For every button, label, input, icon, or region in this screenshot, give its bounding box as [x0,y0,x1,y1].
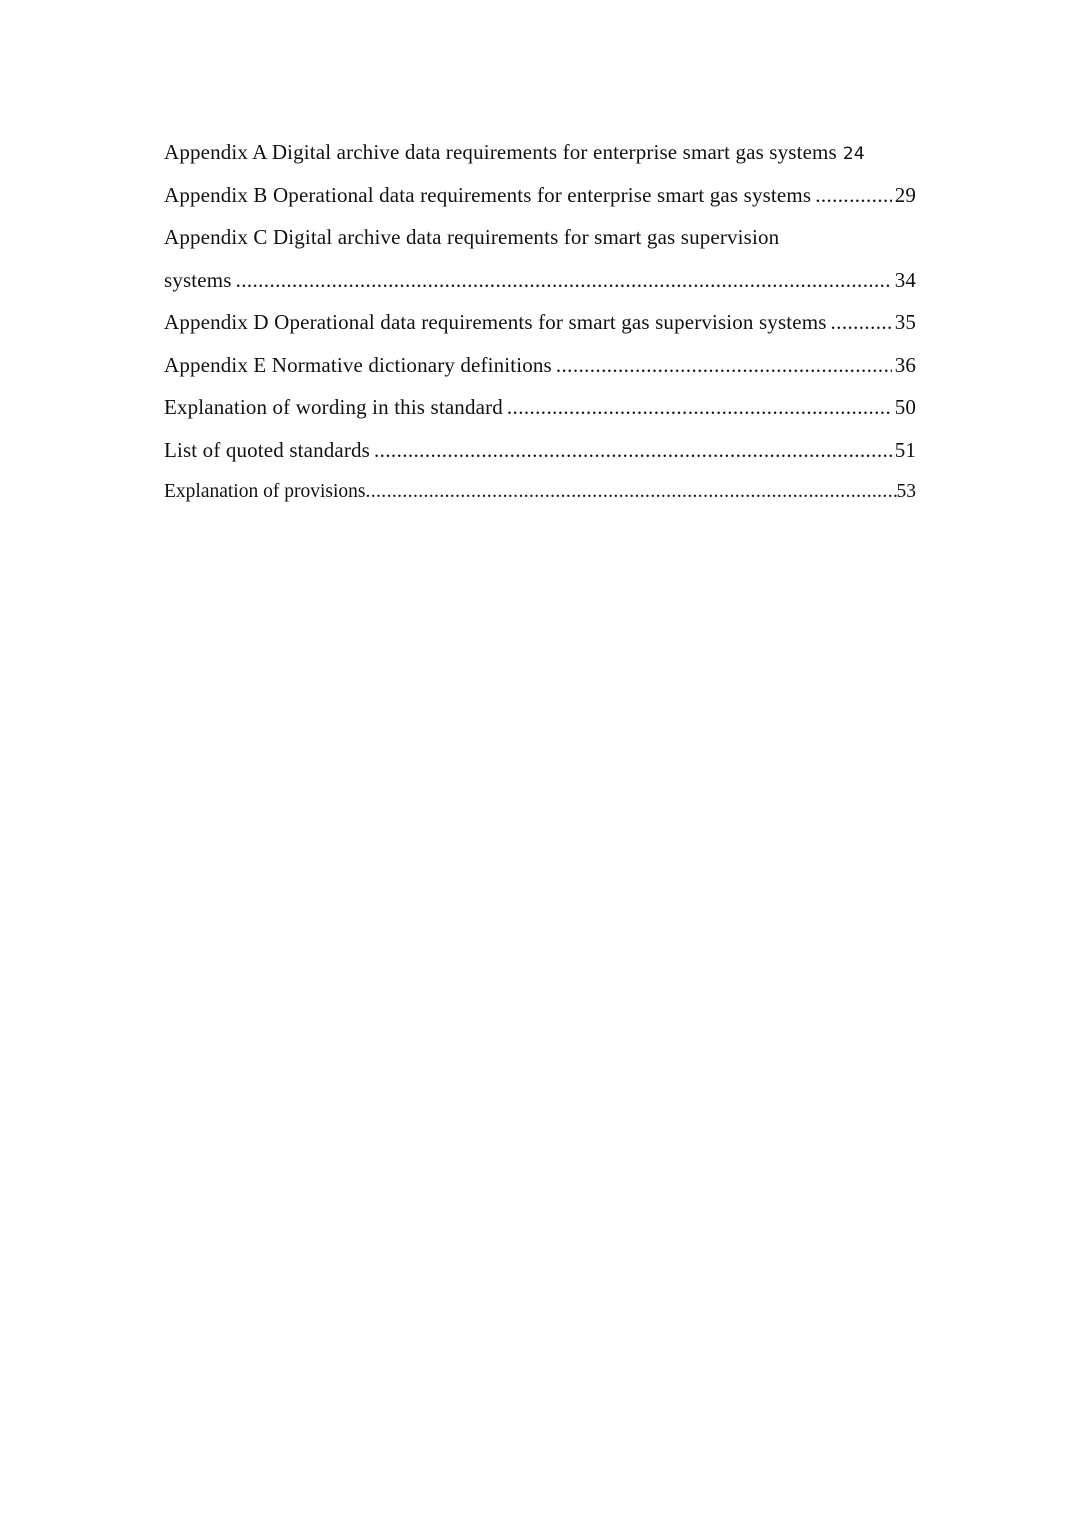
toc-entry-title: systems [164,267,232,292]
toc-entry-appendix-c[interactable] [164,216,916,259]
toc-entry-explanation-of-wording[interactable] [164,386,916,429]
toc-leader-dots [556,344,892,387]
toc-entry-page: 51 [894,437,916,462]
toc-entry-title: Appendix A Digital archive data requirements for enterprise smart gas systems [164,140,837,164]
toc-entry-appendix-c-continued[interactable] [164,259,916,302]
toc-leader-dots [831,301,892,344]
toc-entry-title: Explanation of provisions [164,481,366,502]
toc-entry-quoted-standards[interactable] [164,429,916,472]
toc-entry-page: 35 [894,310,916,334]
toc-entry-explanation-of-provisions[interactable] [164,471,916,514]
toc-entry-title: List of quoted standards [164,437,370,462]
toc-entry-page: 34 [894,267,916,292]
toc-entry-title: Appendix D Operational data requirements for smart gas supervision systems [164,310,827,334]
toc-leader-dots [365,471,896,514]
toc-entry-appendix-d[interactable] [164,301,916,344]
toc-entry-page: 29 [894,182,916,207]
table-of-contents [164,131,916,514]
toc-leader-dots [815,174,892,217]
toc-entry-appendix-b[interactable] [164,174,916,217]
toc-entry-title: Appendix B Operational data requirements for enterprise smart gas systems [164,182,812,207]
toc-entry-page: 36 [894,352,916,377]
toc-leader-dots [374,429,892,472]
toc-entry-appendix-e[interactable] [164,344,916,387]
toc-leader-dots [236,259,892,302]
toc-entry-page: 50 [894,395,916,419]
toc-entry-page: 24 [842,144,865,164]
toc-entry-title: Appendix C Digital archive data requirements for smart gas supervision [164,225,780,249]
toc-entry-title: Explanation of wording in this standard [164,395,503,419]
toc-entry-page: 53 [896,481,916,502]
toc-leader-dots [507,386,892,429]
toc-entry-appendix-a[interactable] [164,131,916,174]
toc-entry-title: Appendix E Normative dictionary definitions [164,352,552,377]
